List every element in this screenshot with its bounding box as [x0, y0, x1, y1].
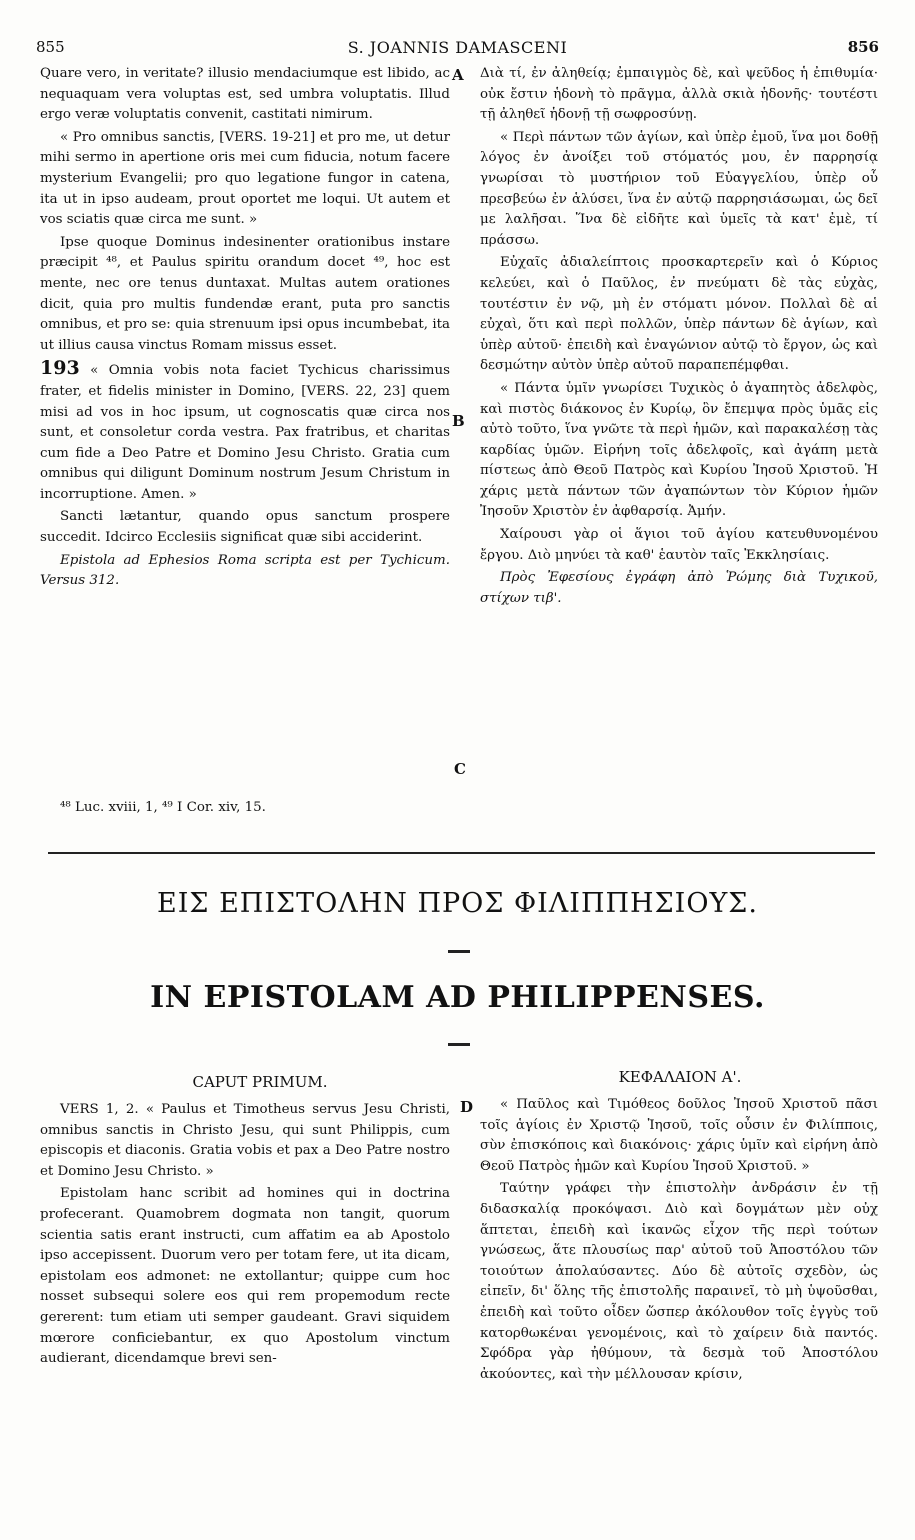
greek-chapter-heading: ΚΕΦΑΛΑΙΟΝ Α'.: [618, 1068, 742, 1086]
heading-dash: [448, 1043, 470, 1046]
margin-marker-d: D: [460, 1098, 474, 1116]
running-title: S. JOANNIS DAMASCENI: [347, 38, 568, 57]
paragraph-text: « Omnia vobis nota faciet Tychicus charissimus frater, et fidelis minister in Domino, [VERS. 22, 23] quem misi ad vos in hoc ipsum, ut cognoscatis quæ circa nos sunt, et consoletur corda vestra. Pax fratribus, et charitas cum fide a Deo Patre et Domino Jesu Christo. Gratia cum omnibus qui diligunt Dominum nostrum Jesum Christum in incorruptione. Amen. »: [40, 363, 450, 502]
page-number-right: 856: [847, 38, 879, 56]
page-number-left: 855: [36, 38, 65, 56]
paragraph: « Pro omnibus sanctis, [VERS. 19-21] et pro me, ut detur mihi sermo in apertione oris mei cum fiducia, notum facere mysterium Evangelii; pro quo legatione fungor in catena, ita ut in ipso audeam, prout oportet me loqui. Ut autem et vos sciatis quæ circa me sunt. »: [40, 129, 450, 228]
subscription: Πρὸς Ἐφεσίους ἐγράφη ἀπὸ Ῥώμης διὰ Τυχικοῦ, στίχων τιβ'.: [480, 570, 878, 606]
footnotes: ⁴⁸ Luc. xviii, 1, ⁴⁹ I Cor. xiv, 15.: [60, 800, 266, 815]
paragraph: « Περὶ πάντων τῶν ἁγίων, καὶ ὑπὲρ ἐμοῦ, ἵνα μοι δοθῇ λόγος ἐν ἀνοίξει τοῦ στόματός μου, ἐν παρρησίᾳ γνωρίσαι τὸ μυστήριον τοῦ Εὐαγγελίου, ὑπὲρ οὗ πρεσβεύω ἐν ἁλύσει, ἵνα ἐν αὐτῷ παρρησιάσωμαι, ὡς δεῖ με λαλῆσαι. Ἵνα δὲ εἰδῆτε καὶ ὑμεῖς τὰ κατ' ἐμὲ, τί πράσσω.: [480, 129, 878, 248]
greek-heading: ΕΙΣ ΕΠΙΣΤΟΛΗΝ ΠΡΟΣ ΦΙΛΙΠΠΗΣΙΟΥΣ.: [157, 888, 758, 919]
paragraph: Quare vero, in veritate? illusio mendaciumque est libido, ac nequaquam vera voluptas est, sed umbra voluptatis. Illud ergo veræ voluptatis convenit, castitati nimirum.: [40, 66, 450, 123]
margin-marker-c: C: [454, 760, 466, 778]
greek-column-bottom: [480, 1095, 878, 1387]
paragraph: Εὐχαῖς ἀδιαλείπτοις προσκαρτερεῖν καὶ ὁ Κύριος κελεύει, καὶ ὁ Παῦλος, ἐν πνεύματι δὲ τὰς εὐχὰς, τουτέστιν ἐν νῷ, μὴ ἐν στόματι μόνον. Πολλαὶ δὲ αἱ εὐχαὶ, ὅτι καὶ περὶ πολλῶν, ὑπὲρ πάντων δὲ ἁγίων, καὶ ὑπὲρ αὐτοῦ· ἐπειδὴ καὶ ἐναγώνιον αὐτῷ τὸ ἔργον, ὡς καὶ δεσμώτην αὐτὸν ὑπὲρ αὐτοῦ παραπεπέμφθαι.: [480, 255, 878, 374]
paragraph: [40, 358, 450, 505]
paragraph-text: « Paulus et Timotheus servus Jesu Christi, omnibus sanctis in Christo Jesu, qui sunt Philippis, cum episcopis et diaconis. Gratia vobis et pax a Deo Patre nostro et Domino Jesu Christo. »: [40, 1102, 450, 1179]
margin-marker-a: A: [452, 66, 464, 84]
paragraph: « Παῦλος καὶ Τιμόθεος δοῦλος Ἰησοῦ Χριστοῦ πᾶσι τοῖς ἁγίοις ἐν Χριστῷ Ἰησοῦ, τοῖς οὖσιν ἐν Φιλίπποις, σὺν ἐπισκόποις καὶ διακόνοις· χάρις ὑμῖν καὶ εἰρήνη ἀπὸ Θεοῦ Πατρὸς ἡμῶν καὶ Κυρίου Ἰησοῦ Χριστοῦ. »: [480, 1097, 878, 1174]
subscription: Epistola ad Ephesios Roma scripta est per Tychicum. Versus 312.: [40, 552, 450, 589]
running-header: [30, 38, 885, 62]
latin-column-top: [40, 64, 450, 594]
verse-reference: VERS 1, 2.: [60, 1102, 139, 1117]
section-divider: [48, 852, 875, 854]
margin-marker-b: B: [452, 412, 465, 430]
paragraph: Χαίρουσι γὰρ οἱ ἅγιοι τοῦ ἁγίου κατευθυνομένου ἔργου. Διὸ μηνύει τὰ καθ' ἑαυτὸν ταῖς Ἐκκλησίαις.: [480, 527, 878, 563]
paragraph: Διὰ τί, ἐν ἀληθείᾳ; ἐμπαιγμὸς δὲ, καὶ ψεῦδος ἡ ἐπιθυμία· οὐκ ἔστιν ἡδονὴ τὸ πρᾶγμα, ἀλλὰ σκιὰ ἡδονῆς· τουτέστι τῇ ἀληθεῖ ἡδονῇ τῇ σωφροσύνῃ.: [480, 66, 878, 123]
latin-chapter-heading: CAPUT PRIMUM.: [192, 1073, 328, 1091]
section-number: 193: [40, 357, 80, 380]
paragraph: Ipse quoque Dominus indesinenter orationibus instare præcipit ⁴⁸, et Paulus spiritu orandum docet ⁴⁹, hoc est mente, nec ore tenus duntaxat. Multas autem orationes dicit, quia pro multis fundendæ erant, puta pro sanctis omnibus, et pro se: quia strenuum ipsi opus incumbebat, ita ut illius causa vinctus Romam missus esset.: [40, 234, 450, 353]
greek-column-top: [480, 64, 878, 611]
heading-dash: [448, 950, 470, 953]
paragraph: Sancti lætantur, quando opus sanctum prospere succedit. Idcirco Ecclesiis significat quæ sibi acciderint.: [40, 509, 450, 546]
paragraph: Epistolam hanc scribit ad homines qui in doctrina profecerant. Quamobrem dogmata non tangit, quorum scientia satis erant instructi, cum affatim ea ab Apostolo ipso accepissent. Duorum vero per totam fere, ut ita dicam, epistolam eos admonet: ne extollantur; quippe cum hoc nosset subsequi solere eos qui rem propemodum recte gererent: tum etiam uti semper gaudeant. Gravi siquidem mœrore conficiebantur, ex quo Apostolum vinctum audierant, dicendamque brevi sen-: [40, 1186, 450, 1367]
latin-column-bottom: [40, 1100, 450, 1372]
paragraph: « Πάντα ὑμῖν γνωρίσει Τυχικὸς ὁ ἀγαπητὸς ἀδελφὸς, καὶ πιστὸς διάκονος ἐν Κυρίῳ, ὃν ἔπεμψα πρὸς ὑμᾶς εἰς αὐτὸ τοῦτο, ἵνα γνῶτε τὰ περὶ ἡμῶν, καὶ παρακαλέσῃ τὰς καρδίας ὑμῶν. Εἰρήνη τοῖς ἀδελφοῖς, καὶ ἀγάπη μετὰ πίστεως ἀπὸ Θεοῦ Πατρὸς καὶ Κυρίου Ἰησοῦ Χριστοῦ. Ἡ χάρις μετὰ πάντων τῶν ἀγαπώντων τὸν Κύριον ἡμῶν Ἰησοῦν Χριστὸν ἐν ἀφθαρσίᾳ. Ἀμήν.: [480, 380, 878, 520]
latin-heading: IN EPISTOLAM AD PHILIPPENSES.: [150, 980, 765, 1015]
paragraph: Ταύτην γράφει τὴν ἐπιστολὴν ἀνδράσιν ἐν τῇ διδασκαλίᾳ προκόψασι. Διὸ καὶ δογμάτων μὲν οὐχ ἅπτεται, ἐπειδὴ καὶ ἱκανῶς εἶχον τῆς περὶ τούτων γνώσεως, ἅτε πλουσίως παρ' αὐτοῦ τοῦ Ἀποστόλου τῶν τοιούτων ἀπολαύσαντες. Δύο δὲ αὐτοῖς σχεδὸν, ὡς εἰπεῖν, δι' ὅλης τῆς ἐπιστολῆς παραινεῖ, τὸ μὴ ὑψοῦσθαι, ἐπειδὴ καὶ τοῦτο οἶδεν ὥσπερ ἀκόλουθον τοῖς ἐγγὺς τοῦ κατορθωκέναι γενομένοις, καὶ τὸ χαίρειν διὰ παντός. Σφόδρα γὰρ ἠθύμουν, τὰ δεσμὰ τοῦ Ἀποστόλου ἀκούοντες, καὶ τὴν μέλλουσαν κρίσιν,: [480, 1181, 878, 1382]
paragraph: [40, 1100, 450, 1182]
